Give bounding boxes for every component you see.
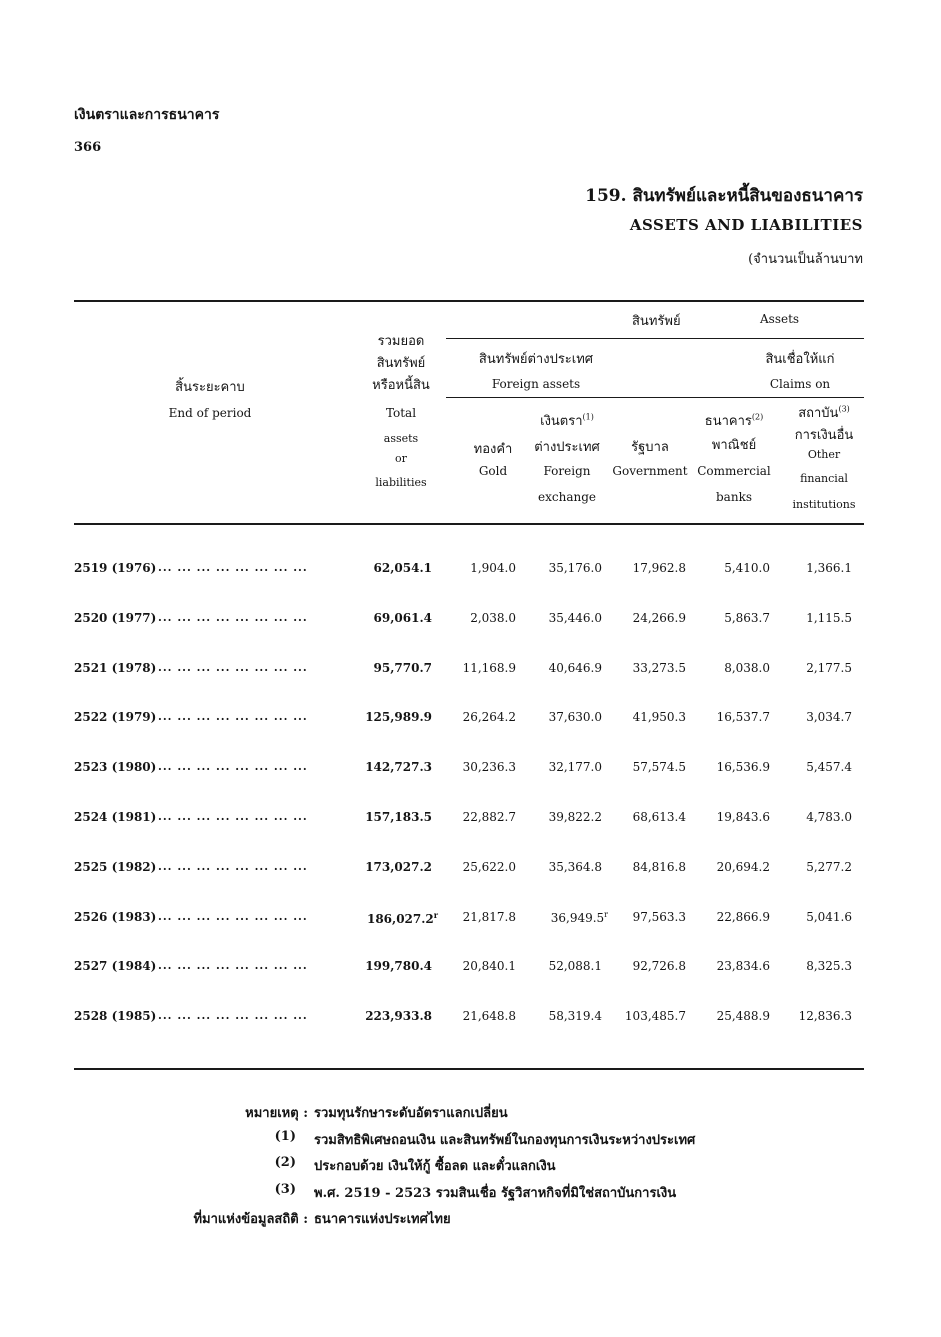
cell-total-value: 142,727.3 (365, 760, 432, 774)
cell-commercial-banks (717, 860, 770, 874)
table-bottom-rule (74, 1068, 864, 1070)
header-other-th-1 (782, 402, 866, 423)
footnote-ref-3: (3) (838, 404, 850, 414)
cell-period: 2522 (1979) (74, 710, 157, 724)
cell-foreign-exchange-value: 35,364.8 (548, 860, 602, 874)
cell-other-institutions-value: 2,177.5 (806, 661, 852, 675)
cell-commercial-banks (724, 661, 770, 675)
page-number: 366 (74, 140, 102, 155)
cell-foreign-exchange-value: 40,646.9 (548, 661, 602, 675)
cell-commercial-banks-value: 23,834.6 (716, 959, 770, 973)
cell-foreign-exchange (549, 561, 602, 575)
footnote-ref-2: (2) (751, 412, 764, 422)
cell-government-value: 24,266.9 (632, 611, 686, 625)
cell-period: 2527 (1984) (74, 959, 157, 973)
cell-commercial-banks-value: 16,536.9 (716, 760, 770, 774)
cell-total (374, 561, 432, 575)
cell-commercial-banks-value: 5,410.0 (724, 561, 770, 575)
header-other-en-2: financial (800, 472, 848, 485)
cell-gold (463, 1009, 516, 1023)
header-total-en-4: liabilities (375, 476, 427, 489)
source-text: ธนาคารแห่งประเทศไทย (314, 1212, 451, 1227)
cell-other-institutions (806, 561, 852, 575)
cell-gold-value: 11,168.9 (462, 661, 516, 675)
cell-commercial-banks (724, 611, 770, 625)
assets-rule (446, 338, 864, 339)
header-fx-th-2: ต่างประเทศ (534, 440, 600, 455)
cell-government (625, 1009, 686, 1023)
cell-period: 2519 (1976) (74, 561, 157, 575)
header-claims-en: Claims on (769, 377, 831, 391)
header-banks-th-2: พาณิชย์ (711, 438, 757, 453)
header-other-en-3: institutions (792, 498, 856, 511)
cell-foreign-exchange-value: 32,177.0 (548, 760, 602, 774)
cell-other-institutions (806, 661, 852, 675)
unit-note: (จำนวนเป็นล้านบาท (748, 252, 863, 267)
cell-foreign-exchange (549, 810, 602, 824)
cell-gold-value: 26,264.2 (462, 710, 516, 724)
cell-other-institutions-value: 1,366.1 (806, 561, 852, 575)
header-claims-th: สินเชื่อให้แก่ (765, 352, 835, 367)
table-title-th (585, 182, 863, 209)
cell-foreign-exchange-value: 37,630.0 (548, 710, 602, 724)
cell-gold-value: 1,904.0 (470, 561, 516, 575)
cell-period: 2523 (1980) (74, 760, 157, 774)
cell-government-value: 84,816.8 (632, 860, 686, 874)
leader-dots: ... ... ... ... ... ... ... ... (158, 760, 308, 773)
note-1-text: รวมสิทธิพิเศษถอนเงิน และสินทรัพย์ในกองทุนการเงินระหว่างประเทศ (314, 1133, 696, 1148)
cell-gold (463, 959, 516, 973)
revised-marker: r (604, 910, 608, 919)
cell-other-institutions (806, 910, 852, 924)
header-assets-th: สินทรัพย์ (632, 314, 681, 329)
cell-total (374, 611, 432, 625)
cell-government (633, 810, 686, 824)
cell-commercial-banks (717, 910, 770, 924)
cell-government (633, 661, 686, 675)
cell-foreign-exchange-value: 36,949.5 (550, 911, 605, 925)
table-top-rule (74, 300, 864, 302)
cell-foreign-exchange (549, 710, 602, 724)
header-banks-en-1: Commercial (697, 464, 771, 478)
cell-total (365, 959, 432, 973)
cell-total (367, 910, 438, 926)
cell-other-institutions-value: 5,041.6 (806, 910, 852, 924)
leader-dots: ... ... ... ... ... ... ... ... (158, 1009, 308, 1022)
cell-total (365, 810, 432, 824)
cell-period: 2528 (1985) (74, 1009, 157, 1023)
header-other-th-1-text: สถาบัน (798, 406, 839, 421)
note-1-label: (1) (274, 1129, 296, 1144)
running-header: เงินตราและการธนาคาร (74, 107, 220, 123)
note-2-text: ประกอบด้วย เงินให้กู้ ซื้อลด และตั๋วแลกเงิน (314, 1159, 556, 1174)
cell-government-value: 68,613.4 (632, 810, 686, 824)
header-total-th-3: หรือหนี้สิน (372, 378, 430, 393)
header-foreign-en: Foreign assets (491, 377, 581, 391)
cell-gold (470, 611, 516, 625)
note-3-text: พ.ศ. 2519 - 2523 รวมสินเชื่อ รัฐวิสาหกิจที่มิใช่สถาบันการเงิน (314, 1186, 677, 1201)
leader-dots: ... ... ... ... ... ... ... ... (158, 710, 308, 723)
cell-total-value: 69,061.4 (373, 611, 432, 625)
cell-gold (463, 860, 516, 874)
leader-dots: ... ... ... ... ... ... ... ... (158, 661, 308, 674)
cell-government-value: 103,485.7 (624, 1009, 686, 1023)
leader-dots: ... ... ... ... ... ... ... ... (158, 860, 308, 873)
cell-gold-value: 2,038.0 (470, 611, 516, 625)
cell-foreign-exchange-value: 39,822.2 (548, 810, 602, 824)
cell-gold-value: 20,840.1 (462, 959, 516, 973)
cell-other-institutions-value: 5,457.4 (806, 760, 852, 774)
cell-gold (463, 810, 516, 824)
cell-government-value: 17,962.8 (632, 561, 686, 575)
cell-commercial-banks-value: 16,537.7 (716, 710, 770, 724)
cell-other-institutions (806, 860, 852, 874)
table-title-en: ASSETS AND LIABILITIES (629, 216, 863, 234)
source-label: ที่มาแห่งข้อมูลสถิติ : (193, 1212, 308, 1227)
header-gov-en: Government (612, 464, 688, 478)
header-banks-th-1 (694, 410, 774, 431)
cell-commercial-banks (717, 760, 770, 774)
header-gold-th: ทองคำ (473, 442, 513, 457)
cell-commercial-banks (717, 710, 770, 724)
cell-commercial-banks-value: 8,038.0 (724, 661, 770, 675)
cell-gold (463, 710, 516, 724)
cell-government (633, 860, 686, 874)
leader-dots: ... ... ... ... ... ... ... ... (158, 611, 308, 624)
header-banks-th-1-text: ธนาคาร (704, 414, 752, 429)
header-bottom-rule (74, 523, 864, 525)
cell-government (633, 959, 686, 973)
cell-other-institutions (806, 611, 852, 625)
cell-commercial-banks-value: 20,694.2 (716, 860, 770, 874)
cell-gold-value: 22,882.7 (462, 810, 516, 824)
cell-other-institutions (806, 959, 852, 973)
header-total-en-1: Total (385, 406, 417, 420)
cell-other-institutions-value: 3,034.7 (806, 710, 852, 724)
cell-foreign-exchange (549, 1009, 602, 1023)
cell-government (633, 561, 686, 575)
cell-total-value: 223,933.8 (365, 1009, 432, 1023)
table-number: 159. (585, 186, 627, 206)
cell-other-institutions-value: 1,115.5 (806, 611, 852, 625)
cell-period: 2521 (1978) (74, 661, 157, 675)
cell-total (365, 760, 432, 774)
cell-commercial-banks-value: 19,843.6 (716, 810, 770, 824)
cell-other-institutions-value: 12,836.3 (798, 1009, 852, 1023)
header-total-en-3: or (395, 452, 407, 465)
cell-other-institutions-value: 5,277.2 (806, 860, 852, 874)
cell-government (633, 910, 686, 924)
cell-government (633, 611, 686, 625)
cell-total (374, 661, 432, 675)
header-period-th: สิ้นระยะคาบ (175, 380, 245, 395)
cell-foreign-exchange (549, 860, 602, 874)
leader-dots: ... ... ... ... ... ... ... ... (158, 561, 308, 574)
cell-total-value: 186,027.2 (366, 912, 434, 926)
leader-dots: ... ... ... ... ... ... ... ... (158, 910, 308, 923)
notes-label: หมายเหตุ : (245, 1106, 308, 1121)
header-assets-en: Assets (760, 312, 800, 326)
cell-commercial-banks (717, 810, 770, 824)
header-gov-th: รัฐบาล (631, 440, 669, 455)
cell-commercial-banks-value: 5,863.7 (724, 611, 770, 625)
cell-other-institutions (806, 810, 852, 824)
cell-government (633, 760, 686, 774)
cell-gold (470, 561, 516, 575)
cell-period: 2525 (1982) (74, 860, 157, 874)
header-total-th-1: รวมยอด (377, 334, 425, 349)
cell-government-value: 33,273.5 (632, 661, 686, 675)
cell-total (365, 1009, 432, 1023)
subgroup-rule (446, 397, 864, 398)
cell-total-value: 62,054.1 (373, 561, 432, 575)
cell-commercial-banks (724, 561, 770, 575)
cell-foreign-exchange (549, 760, 602, 774)
cell-other-institutions-value: 8,325.3 (806, 959, 852, 973)
cell-government-value: 41,950.3 (632, 710, 686, 724)
header-banks-en-2: banks (716, 490, 752, 504)
cell-foreign-exchange (549, 611, 602, 625)
cell-period: 2520 (1977) (74, 611, 157, 625)
footnote-ref-1: (1) (582, 412, 594, 422)
cell-other-institutions (799, 1009, 852, 1023)
cell-gold (463, 661, 516, 675)
cell-foreign-exchange-value: 52,088.1 (548, 959, 602, 973)
header-other-en-1: Other (807, 448, 841, 461)
header-fx-en-2: exchange (538, 490, 596, 504)
cell-period: 2526 (1983) (74, 910, 157, 924)
header-foreign-th: สินทรัพย์ต่างประเทศ (478, 352, 594, 367)
leader-dots: ... ... ... ... ... ... ... ... (158, 959, 308, 972)
cell-foreign-exchange (549, 959, 602, 973)
cell-commercial-banks-value: 25,488.9 (716, 1009, 770, 1023)
cell-government (633, 710, 686, 724)
cell-total (365, 710, 432, 724)
notes-main: รวมทุนรักษาระดับอัตราแลกเปลี่ยน (314, 1106, 508, 1121)
header-total-th-2: สินทรัพย์ (376, 356, 426, 371)
note-3-label: (3) (274, 1182, 296, 1197)
cell-other-institutions (806, 760, 852, 774)
cell-government-value: 57,574.5 (632, 760, 686, 774)
cell-total-value: 125,989.9 (365, 710, 432, 724)
cell-total-value: 157,183.5 (365, 810, 432, 824)
header-period-en: End of period (168, 406, 252, 420)
cell-commercial-banks-value: 22,866.9 (716, 910, 770, 924)
cell-total (365, 860, 432, 874)
cell-foreign-exchange (551, 910, 608, 925)
cell-gold (463, 760, 516, 774)
leader-dots: ... ... ... ... ... ... ... ... (158, 810, 308, 823)
revised-marker: r (433, 910, 438, 920)
title-th-text: สินทรัพย์และหนี้สินของธนาคาร (632, 186, 863, 206)
header-fx-th-1 (526, 410, 608, 431)
cell-gold-value: 21,817.8 (462, 910, 516, 924)
cell-government-value: 92,726.8 (632, 959, 686, 973)
cell-foreign-exchange-value: 35,176.0 (548, 561, 602, 575)
note-2-label: (2) (274, 1155, 296, 1170)
header-fx-en-1: Foreign (543, 464, 591, 478)
cell-commercial-banks (717, 1009, 770, 1023)
cell-foreign-exchange (549, 661, 602, 675)
cell-total-value: 95,770.7 (373, 661, 432, 675)
cell-gold-value: 25,622.0 (462, 860, 516, 874)
cell-total-value: 199,780.4 (365, 959, 432, 973)
header-gold-en: Gold (478, 464, 508, 478)
cell-foreign-exchange-value: 58,319.4 (548, 1009, 602, 1023)
cell-gold-value: 21,648.8 (462, 1009, 516, 1023)
header-fx-th-1-text: เงินตรา (540, 414, 583, 429)
cell-other-institutions-value: 4,783.0 (806, 810, 852, 824)
cell-foreign-exchange-value: 35,446.0 (548, 611, 602, 625)
header-other-th-2: การเงินอื่น (794, 428, 854, 443)
cell-gold-value: 30,236.3 (462, 760, 516, 774)
cell-government-value: 97,563.3 (632, 910, 686, 924)
cell-total-value: 173,027.2 (365, 860, 432, 874)
header-total-en-2: assets (383, 432, 419, 445)
cell-commercial-banks (717, 959, 770, 973)
cell-other-institutions (806, 710, 852, 724)
cell-period: 2524 (1981) (74, 810, 157, 824)
cell-gold (463, 910, 516, 924)
